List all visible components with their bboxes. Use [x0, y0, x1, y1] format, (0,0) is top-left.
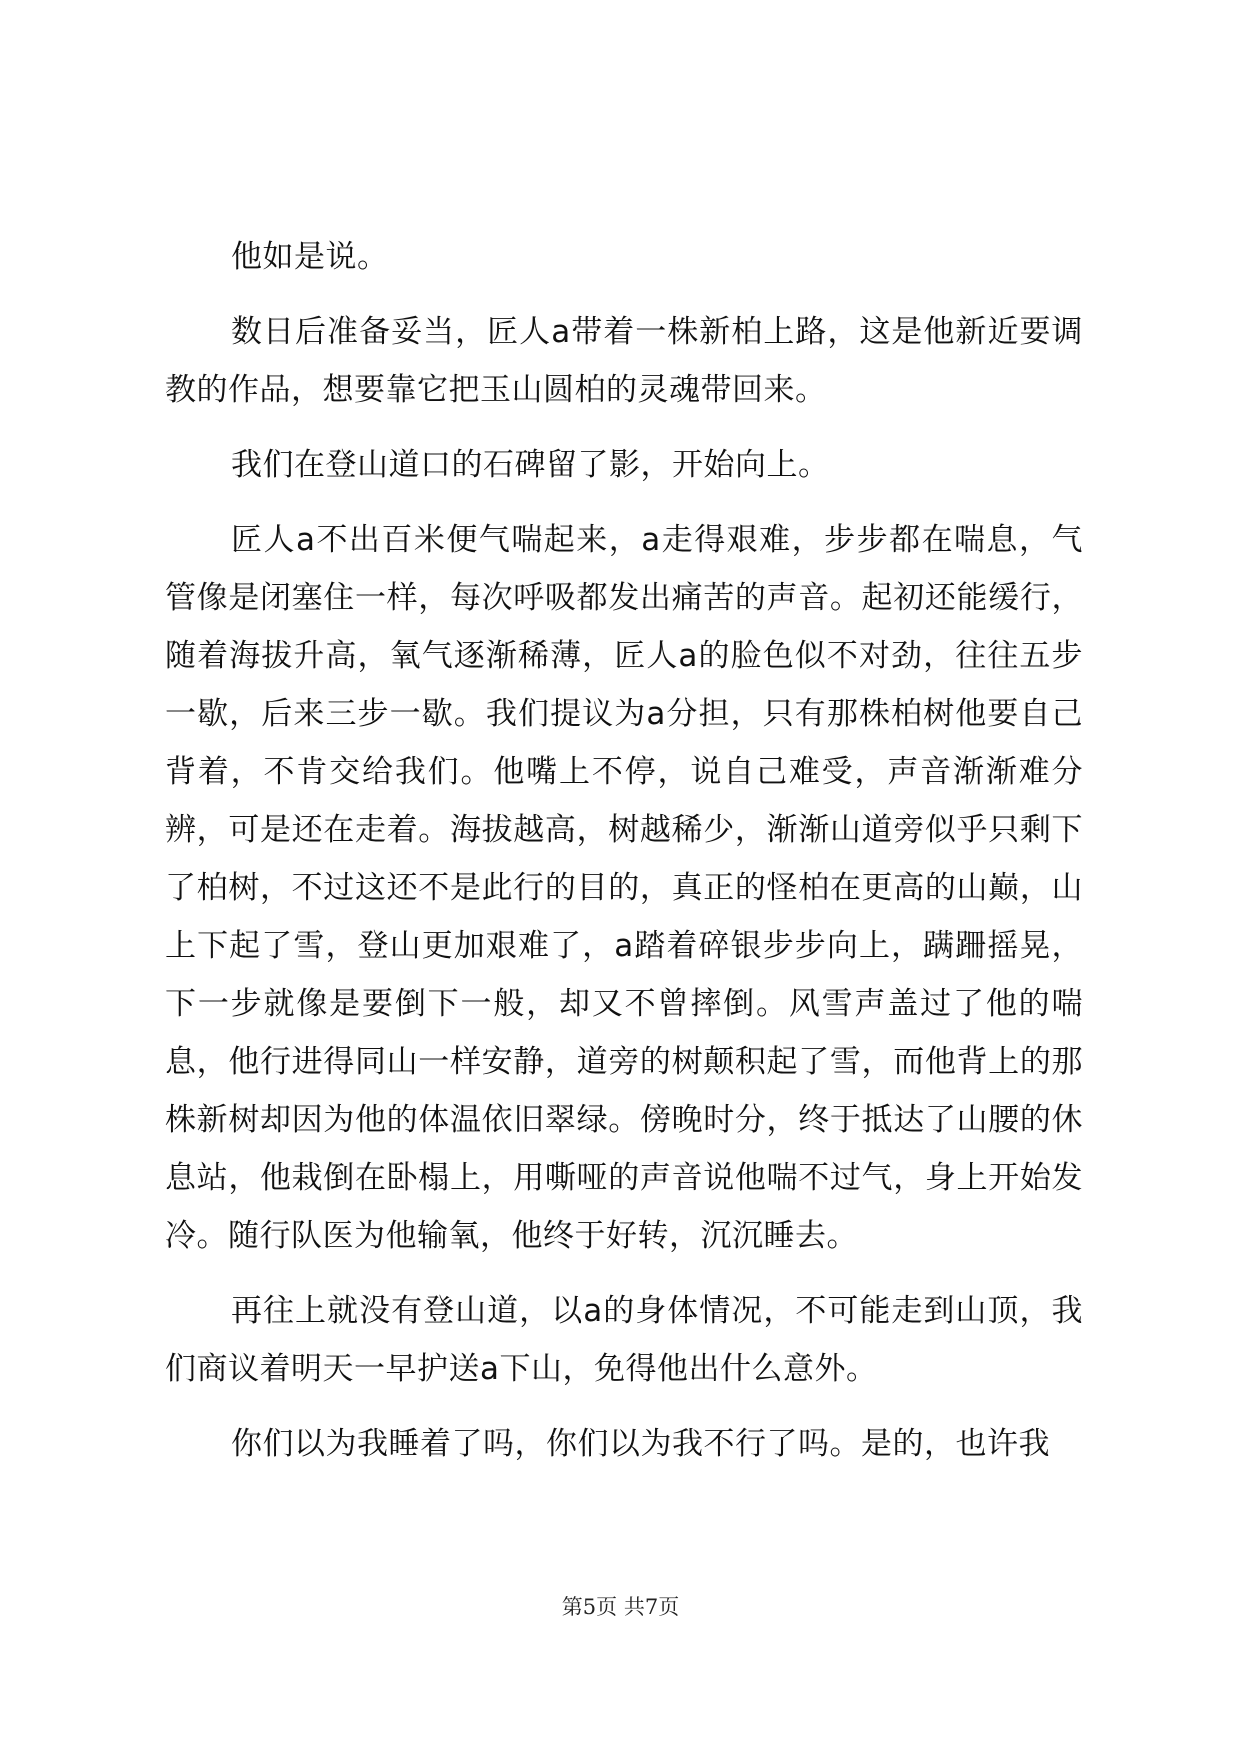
- body-text: [165, 228, 1083, 1490]
- page-footer: 第5页 共7页: [561, 1595, 680, 1619]
- paragraph-3: 我们在登山道口的石碑留了影，开始向上。: [231, 447, 830, 483]
- paragraph-6: 你们以为我睡着了吗，你们以为我不行了吗。是的，也许我: [231, 1426, 1050, 1462]
- paragraph-1: 他如是说。: [231, 239, 389, 275]
- paragraph-2: 数日后准备妥当，匠人a带着一株新柏上路，这是他新近要调教的作品，想要靠它把玉山圆柏的灵魂带回来。: [165, 314, 1083, 408]
- paragraph-5: 再往上就没有登山道，以a的身体情况，不可能走到山顶，我们商议着明天一早护送a下山，免得他出什么意外。: [165, 1293, 1083, 1387]
- paragraph-4: 匠人a不出百米便气喘起来，a走得艰难，步步都在喘息，气管像是闭塞住一样，每次呼吸都发出痛苦的声音。起初还能缓行，随着海拔升高，氧气逐渐稀薄，匠人a的脸色似不对劲，往往五步一歇，后来三步一歇。我们提议为a分担，只有那株柏树他要自己背着，不肯交给我们。他嘴上不停，说自己难受，声音渐渐难分辨，可是还在走着。海拔越高，树越稀少，渐渐山道旁似乎只剩下了柏树，不过这还不是此行的目的，真正的怪柏在更高的山巅，山上下起了雪，登山更加艰难了，a踏着碎银步步向上，蹒跚摇晃，下一步就像是要倒下一般，却又不曾摔倒。风雪声盖过了他的喘息，他行进得同山一样安静，道旁的树颠积起了雪，而他背上的那株新树却因为他的体温依旧翠绿。傍晚时分，终于抵达了山腰的休息站，他栽倒在卧榻上，用嘶哑的声音说他喘不过气，身上开始发冷。随行队医为他输氧，他终于好转，沉沉睡去。: [165, 522, 1083, 1254]
